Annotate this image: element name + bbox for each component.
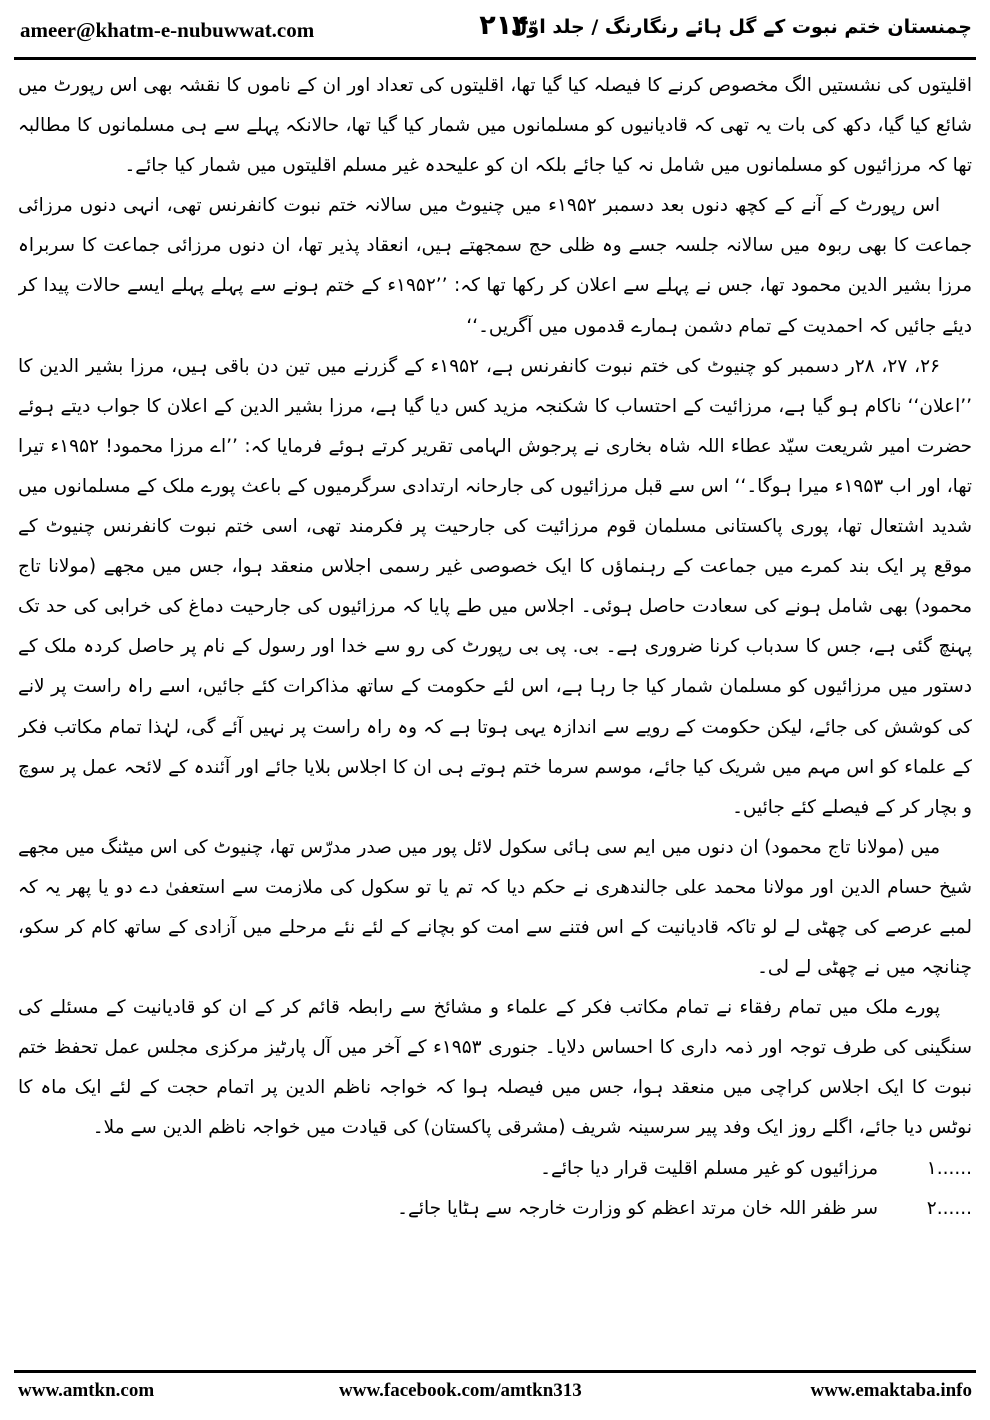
paragraph-3: ۲۶، ۲۷، ۲۸ر دسمبر کو چنیوٹ کی ختم نبوت کانفرنس ہے، ۱۹۵۲ء کے گزرنے میں تین دن باقی ہیں، مرزا بشیر الدین کا ’’اعلان‘‘ ناکام ہو گیا ہے، مرزائیت کے احتساب کا شکنجہ مزید کس دیا گیا ہے، مرزا بشیر الدین کے اعلان کا جواب دیتے ہوئے حضرت امیر شریعت سیّد عطاء اللہ شاہ بخاری نے پرجوش الہامی تقریر کرتے ہوئے فرمایا کہ: ’’اے مرزا محمود! ۱۹۵۲ء تیرا تھا، اور اب ۱۹۵۳ء میرا ہوگا۔‘‘ اس سے قبل مرزائیوں کی جارحانہ ارتدادی سرگرمیوں کے باعث پورے ملک کے مسلمانوں میں شدید اشتعال تھا، پوری پاکستانی مسلمان قوم مرزائیت کی جارحیت پر فکرمند تھی، اسی ختم نبوت کانفرنس چنیوٹ کے موقع پر ایک بند کمرے میں جماعت کے رہنماؤں کا ایک خصوصی غیر رسمی اجلاس منعقد ہوا، جس میں مجھے (مولانا تاج محمود) بھی شامل ہونے کی سعادت حاصل ہوئی۔ اجلاس میں طے پایا کہ مرزائیوں کی جارحیت دماغ کی خرابی کی حد تک پہنچ گئی ہے، جس کا سدباب کرنا ضروری ہے۔ بی. پی بی رپورٹ کی رو سے خدا اور رسول کے نام پر حاصل کردہ ملک کے دستور میں مرزائیوں کو مسلمان شمار کیا جا رہا ہے، اس لئے حکومت کے ساتھ مذاکرات کئے جائیں، اسے راہ راست پر لانے کی کوشش کی جائے، لیکن حکومت کے رویے سے اندازہ یہی ہوتا ہے کہ وہ راہ راست پر نہیں آئے گی، لہٰذا تمام مکاتب فکر کے علماء کو اس مہم میں شریک کیا جائے، موسم سرما ختم ہوتے ہی ان کا اجلاس بلایا جائے اور آئندہ کے لائحہ عمل پر سوچ و بچار کر کے فیصلے کئے جائیں۔ [18, 355, 972, 818]
demand-item [18, 1189, 972, 1229]
demand-number: ۱...... [926, 1157, 972, 1179]
demand-number: ۲...... [926, 1197, 972, 1219]
footer-library-link[interactable]: www.emaktaba.info [810, 1380, 972, 1401]
paragraph-4: میں (مولانا تاج محمود) ان دنوں میں ایم سی ہائی سکول لائل پور میں صدر مدرّس تھا، چنیوٹ کی اس میٹنگ میں مجھے شیخ حسام الدین اور مولانا محمد علی جالندھری نے حکم دیا کہ تم یا تو سکول کی ملازمت سے استعفیٰ دے دو یا پھر یہ کہ لمبے عرصے کی چھٹی لے لو تاکہ قادیانیت کے اس فتنے سے امت کو بچانے کے لئے نئے مرحلے میں آزادی کے ساتھ کام کر سکو، چنانچہ میں نے چھٹی لے لی۔ [18, 836, 972, 979]
page-header [14, 8, 976, 56]
demand-item [18, 1149, 972, 1189]
header-divider [14, 57, 976, 60]
footer-divider [14, 1370, 976, 1373]
paragraph-5: پورے ملک میں تمام رفقاء نے تمام مکاتب فکر کے علماء و مشائخ سے رابطہ قائم کر کے ان کو قادیانیت کے مسئلے کی سنگینی کی طرف توجہ اور ذمہ داری کا احساس دلایا۔ جنوری ۱۹۵۳ء کے آخر میں آل پارٹیز مرکزی مجلس عمل تحفظ ختم نبوت کا ایک اجلاس کراچی میں منعقد ہوا، جس میں فیصلہ ہوا کہ خواجہ ناظم الدین پر اتمام حجت کے لئے ایک ماہ کا نوٹس دیا جائے، اگلے روز ایک وفد پیر سرسینہ شریف (مشرقی پاکستان) کی قیادت میں خواجہ ناظم الدین سے ملا۔ [18, 997, 972, 1139]
footer-facebook-link[interactable]: www.facebook.com/amtkn313 [339, 1380, 582, 1401]
demand-text: مرزائیوں کو غیر مسلم اقلیت قرار دیا جائے۔ [540, 1157, 878, 1179]
book-title: چمنستان ختم نبوت کے گل ہائے رنگارنگ / جلد اوّل [510, 16, 972, 38]
page-body [18, 66, 972, 1362]
page-number: ۲۱۴ [479, 10, 529, 41]
paragraph-2: اس رپورٹ کے آنے کے کچھ دنوں بعد دسمبر ۱۹۵۲ء میں چنیوٹ میں سالانہ ختم نبوت کانفرنس تھی، انہی دنوں مرزائی جماعت کا بھی ربوہ میں سالانہ جلسہ جسے وہ ظلی حج سمجھتے ہیں، انعقاد پذیر تھا، ان دنوں مرزائی جماعت کا سربراہ مرزا بشیر الدین محمود تھا، جس نے پہلے سے اعلان کر رکھا تھا کہ: ’’۱۹۵۲ء کے ختم ہونے سے پہلے پہلے ایسے حالات پیدا کر دیئے جائیں کہ احمدیت کے تمام دشمن ہمارے قدموں میں آگریں۔‘‘ [18, 195, 972, 337]
footer-website-link[interactable]: www.amtkn.com [18, 1380, 155, 1401]
paragraph-1: اقلیتوں کی نشستیں الگ مخصوص کرنے کا فیصلہ کیا گیا تھا، اقلیتوں کی تعداد اور ان کے ناموں کا نقشہ بھی اس رپورٹ میں شائع کیا گیا، دکھ کی بات یہ تھی کہ قادیانیوں کو مسلمانوں میں شمار کیا گیا تھا، حالانکہ پہلے سے ہی مسلمانوں کا مطالبہ تھا کہ مرزائیوں کو مسلمانوں میں شامل نہ کیا جائے بلکہ ان کو علیحدہ غیر مسلم اقلیتوں میں شمار کیا جائے۔ [18, 75, 972, 177]
header-email: ameer@khatm-e-nubuwwat.com [20, 18, 315, 42]
page-footer [14, 1378, 976, 1414]
demand-text: سر ظفر اللہ خان مرتد اعظم کو وزارت خارجہ سے ہٹایا جائے۔ [397, 1197, 878, 1219]
